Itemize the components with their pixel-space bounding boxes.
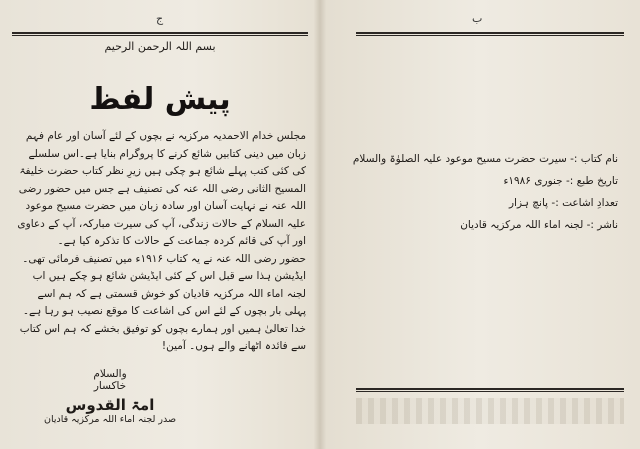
right-bottom-rule — [356, 388, 624, 392]
colophon-publisher-line: ناشر :- لجنہ اماء اللہ مرکزیہ قادیان — [460, 219, 618, 231]
colophon — [348, 148, 618, 236]
signature-role: صدر لجنہ اماء اللہ مرکزیہ قادیان — [43, 414, 177, 425]
left-page-number: ج — [156, 12, 164, 25]
preface-paragraph: مجلس خدام الاحمدیہ مرکزیہ نے بچوں کے لئے آسان اور عام فہم زبان میں دینی کتابیں شائع کرنے کا پروگرام بنایا ہے۔اس سلسلے کی کئی کتب پہلے شائع ہو چکی ہیں زیرِ نظر کتاب حضرت خلیفۃ المسیح الثانی رضی اللہ عنہ کی تصنیف ہے جس میں حضور رضی اللہ عنہ نے نہایت آسان اور سادہ زبان میں حضرت مسیح موعود علیہ السلام کے حالات زندگی، آپ کی سیرت مبارکہ، آپ کے دعاوی اور آپ کی قائم کردہ جماعت کے حالات کا تذکرہ کیا ہے۔ — [17, 130, 306, 247]
right-page — [322, 0, 640, 449]
closing-greeting: والسلام — [93, 368, 127, 380]
colophon-date-line: تاریخ طبع :- جنوری ۱۹۸۶ء — [503, 175, 618, 187]
colophon-title-line: نام کتاب :- سیرت حضرت مسیح موعود علیہ الصلوٰۃ والسلام — [352, 153, 618, 165]
signature-name: امۃ القدوس — [65, 396, 155, 414]
show-through-pattern — [356, 398, 624, 424]
closing-humble: خاکسار — [93, 380, 127, 392]
preface-paragraph: حضور رضی اللہ عنہ نے یہ کتاب ۱۹۱۶ء میں تصنیف فرمائی تھی۔ ایڈیشن ہذا سے قبل اس کے کئی ایڈیشن شائع ہو چکے ہیں اب لجنہ اماء اللہ مرکزیہ قادیان کو خوش قسمتی ہے کہ ہم اسے پہلی بار بچوں کے لئے اس کی اشاعت کا موقع نصیب ہو رہا ہے۔ — [22, 252, 306, 317]
right-page-number: ب — [472, 12, 483, 25]
left-top-rule — [12, 32, 308, 36]
right-top-rule — [356, 32, 624, 36]
preface-body — [14, 128, 306, 356]
bismillah: بسم اللہ الرحمن الرحیم — [104, 40, 216, 53]
preface-paragraph: خدا تعالیٰ ہمیں اور ہمارے بچوں کو توفیق بخشے کہ ہم اس کتاب سے فائدہ اٹھانے والے ہوں۔ آمین! — [19, 322, 306, 352]
signature-block — [20, 368, 200, 425]
page-title: پیش لفظ — [89, 82, 231, 117]
colophon-print-count-line: تعدادِ اشاعت :- پانچ ہزار — [508, 197, 618, 209]
